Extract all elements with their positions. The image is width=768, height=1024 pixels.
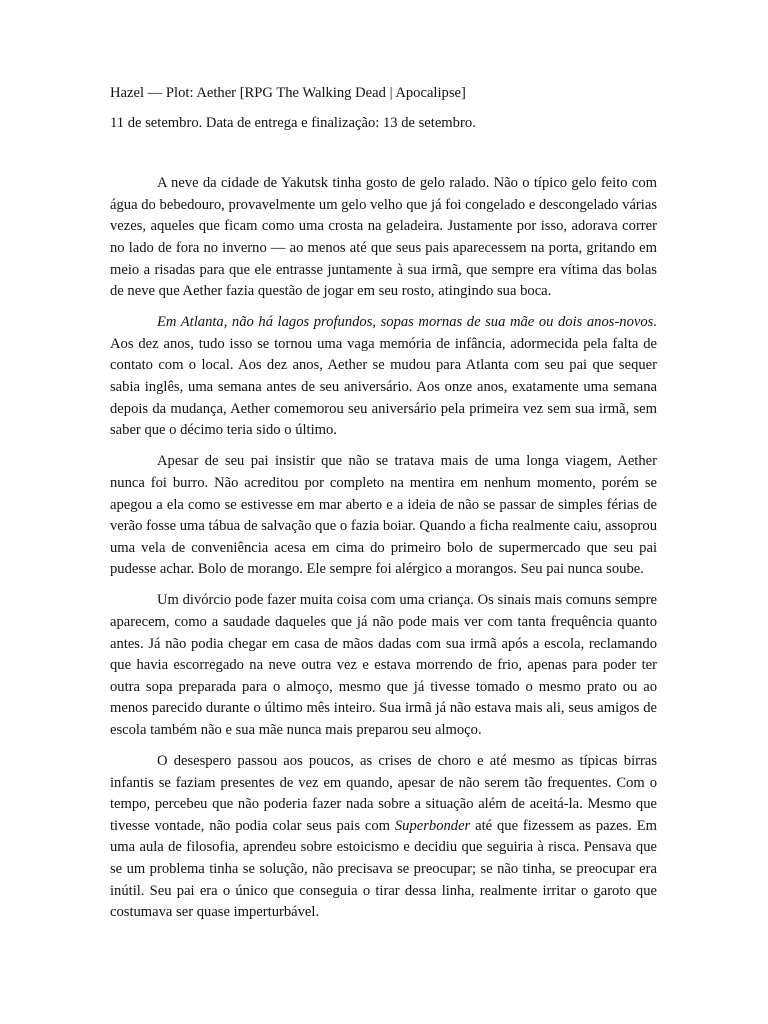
paragraph-text: até que fizessem as pazes. Em uma aula de filosofia, aprendeu sobre estoicismo e decidiu que seguiria à risca. Pensava que se um problema tinha se solução, não precisava se preocupar; se não tinha, se preocupar era inútil. Seu pai era o único que conseguia o tirar dessa linha, realmente irritar o garoto que costumava ser quase imperturbável. <box>110 817 657 921</box>
paragraph-text: Um divórcio pode fazer muita coisa com uma criança. Os sinais mais comuns sempre aparecem, como a saudade daqueles que já não pode mais ver com tanta frequência quanto antes. Já não podia chegar em casa de mãos dadas com sua irmã após a escola, reclamando que havia escorregado na neve outra vez e estava morrendo de frio, apenas para poder ter outra sopa preparada para o almoço, mesmo que já tivesse tomado o mesmo prato ou ao menos parecido durante o último mês inteiro. Sua irmã já não estava mais ali, seus amigos de escola também não e sua mãe nunca mais preparou seu almoço. <box>110 592 657 738</box>
document-title: Hazel — Plot: Aether [RPG The Walking Dead | Apocalipse] <box>110 85 466 101</box>
date-line: 11 de setembro. Data de entrega e finalização: 13 de setembro. <box>110 114 476 131</box>
paragraph-text: Apesar de seu pai insistir que não se tratava mais de uma longa viagem, Aether nunca foi burro. Não acreditou por completo na mentira em nenhum momento, porém se apegou a ela como se estivesse em mar aberto e a ideia de não se passar de simples férias de verão fosse uma tábua de salvação que o fazia boiar. Quando a ficha realmente caiu, assoprou uma vela de conveniência acesa em cima do primeiro bolo de supermercado que seu pai pudesse achar. Bolo de morango. Ele sempre foi alérgico a morangos. Seu pai nunca soube. <box>110 453 657 578</box>
paragraph-text: O desespero passou aos poucos, as crises de choro e até mesmo as típicas birras infantis se faziam presentes de vez em quando, apesar de não serem tão frequentes. Com o tempo, percebeu que não poderia fazer nada sobre a situação além de aceitá-la. Mesmo que tivesse vontade, não podia colar seus pais com <box>110 753 657 834</box>
paragraph-text: Aos dez anos, tudo isso se tornou uma vaga memória de infância, adormecida pela falta de contato com o local. Aos dez anos, Aether se mudou para Atlanta com seu pai que sequer sabia inglês, uma semana antes de seu aniversário. Aos onze anos, exatamente uma semana depois da mudança, Aether comemorou seu aniversário pela primeira vez sem sua irmã, sem saber que o décimo teria sido o último. <box>110 335 657 439</box>
paragraph-4 <box>110 590 657 741</box>
paragraph-3 <box>110 451 657 581</box>
italic-word: Superbonder <box>394 817 471 834</box>
document-page <box>110 83 657 933</box>
paragraph-text: A neve da cidade de Yakutsk tinha gosto de gelo ralado. Não o típico gelo feito com água do bebedouro, provavelmente um gelo velho que já foi congelado e descongelado várias vezes, aqueles que ficam como uma crosta na geladeira. Justamente por isso, adorava correr no lado de fora no inverno — ao menos até que seus pais aparecessem na porta, gritando em meio a risadas para que ele entrasse juntamente à sua irmã, que sempre era vítima das bolas de neve que Aether fazia questão de jogar em seu rosto, atingindo sua boca. <box>110 175 657 300</box>
paragraph-2 <box>110 312 657 442</box>
paragraph-1 <box>110 173 657 303</box>
paragraph-5 <box>110 751 657 924</box>
italic-lead: Em Atlanta, não há lagos profundos, sopas mornas de sua mãe ou dois anos-novos. <box>157 314 657 331</box>
